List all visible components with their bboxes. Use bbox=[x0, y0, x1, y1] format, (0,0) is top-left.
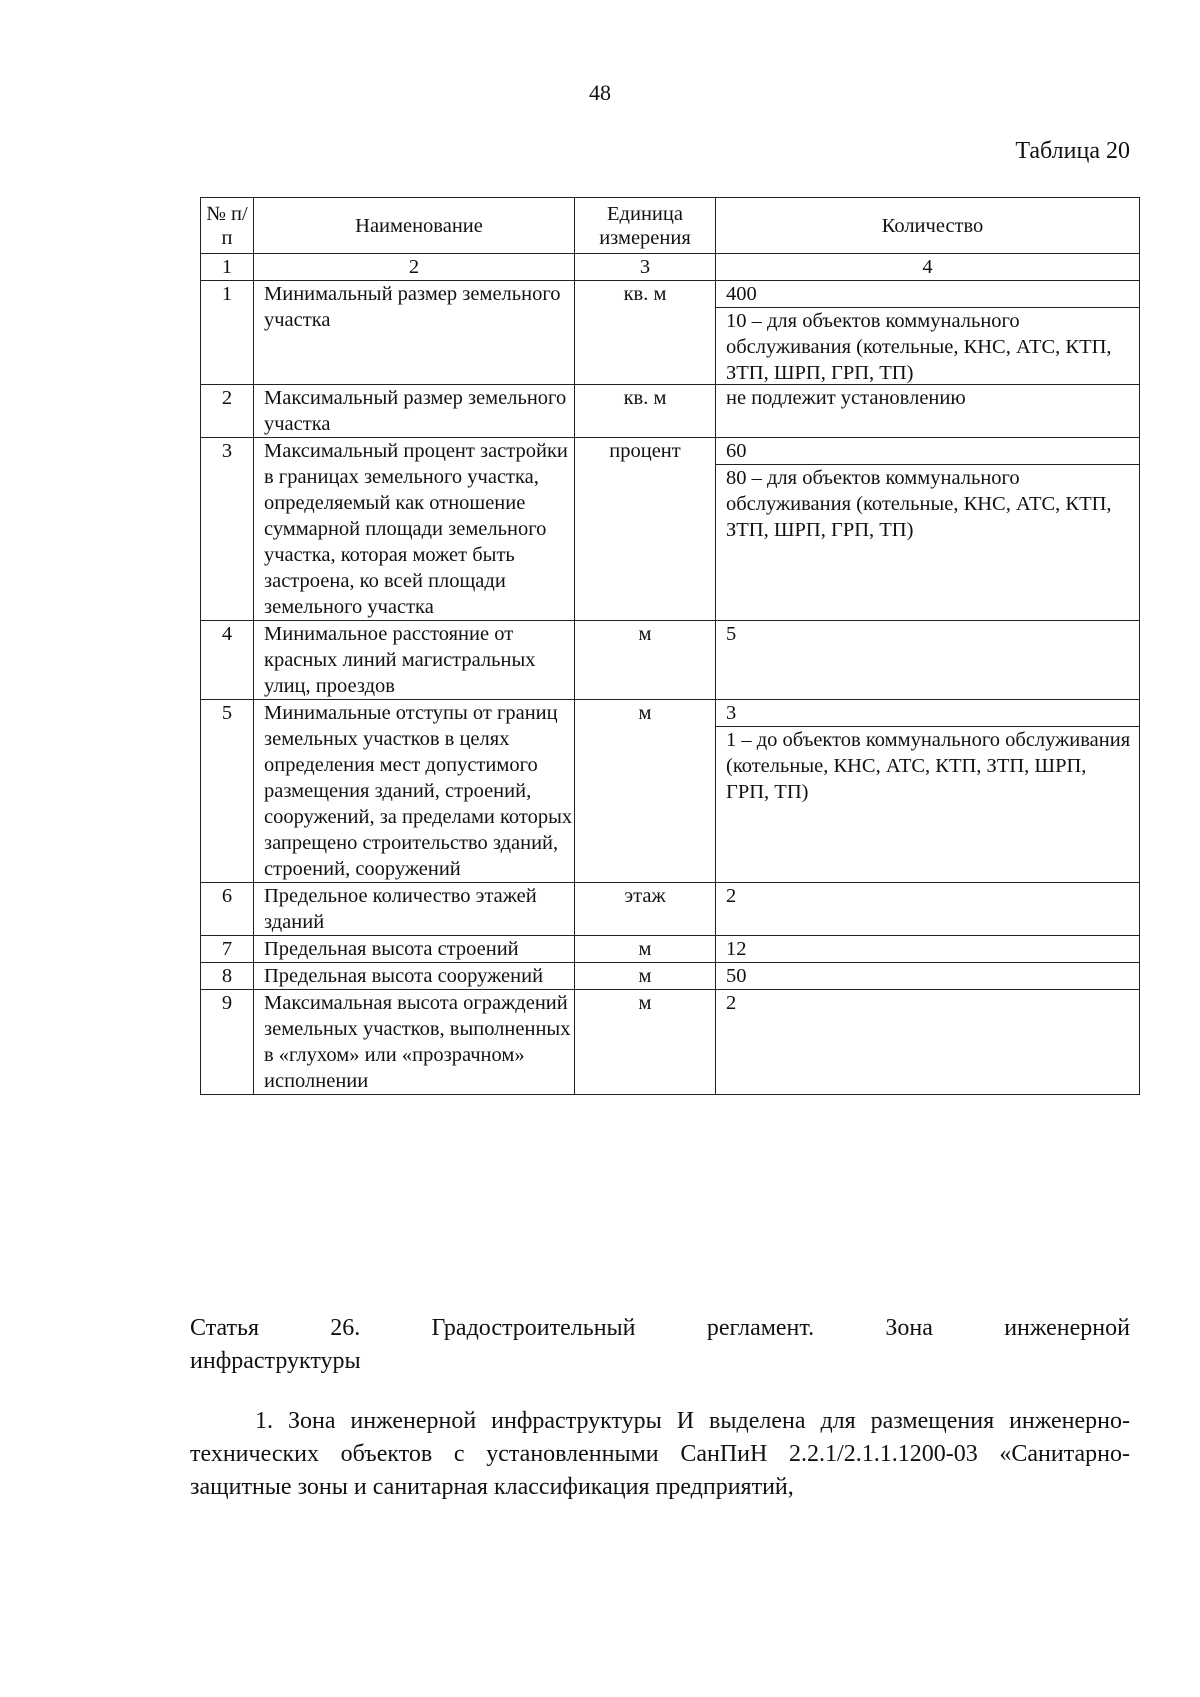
row-name: Предельная высота строений bbox=[254, 936, 575, 963]
column-number-3: 3 bbox=[575, 254, 716, 281]
row-unit: м bbox=[575, 963, 716, 990]
row-values bbox=[716, 990, 1140, 1095]
header-name: Наименование bbox=[254, 198, 575, 254]
row-number: 1 bbox=[201, 281, 254, 385]
row-unit: м bbox=[575, 621, 716, 700]
row-value: 400 bbox=[726, 283, 757, 305]
row-value: 5 bbox=[726, 623, 737, 645]
row-unit: этаж bbox=[575, 883, 716, 936]
row-value: 12 bbox=[726, 938, 747, 960]
row-value: 2 bbox=[726, 885, 737, 907]
header-unit: Единица измерения bbox=[575, 198, 716, 254]
row-name: Максимальный размер земельного участка bbox=[254, 385, 575, 438]
row-values bbox=[716, 385, 1140, 438]
row-number: 8 bbox=[201, 963, 254, 990]
table-row bbox=[201, 621, 1140, 700]
table-row bbox=[201, 990, 1140, 1095]
article-word: Градостроительный bbox=[431, 1315, 636, 1341]
header-number: № п/п bbox=[201, 198, 254, 254]
article-heading-tail: инфраструктуры bbox=[190, 1348, 361, 1374]
paragraph-text: 1. Зона инженерной инфраструктуры И выделена для размещения инженерно-технических объектов с установленными СанПиН 2.2.1/2.1.1.1200-03 «Санитарно-защитные зоны и санитарная классификация предприятий, bbox=[190, 1408, 1130, 1500]
row-unit: кв. м bbox=[575, 385, 716, 438]
row-values bbox=[716, 963, 1140, 990]
article-word: 26. bbox=[330, 1315, 361, 1341]
row-value: 60 bbox=[726, 440, 747, 462]
row-values bbox=[716, 936, 1140, 963]
row-values bbox=[716, 438, 1140, 621]
article-word: регламент. bbox=[706, 1315, 815, 1341]
row-values bbox=[716, 700, 1140, 883]
row-value: 2 bbox=[726, 992, 737, 1014]
table-caption: Таблица 20 bbox=[1015, 138, 1130, 164]
header-quantity: Количество bbox=[716, 198, 1140, 254]
table-row bbox=[201, 281, 1140, 385]
row-name: Максимальная высота ограждений земельных участков, выполненных в «глухом» или «прозрачном» исполнении bbox=[254, 990, 575, 1095]
table-row bbox=[201, 385, 1140, 438]
row-number: 4 bbox=[201, 621, 254, 700]
table-row bbox=[201, 700, 1140, 883]
table-row bbox=[201, 963, 1140, 990]
row-name: Минимальные отступы от границ земельных участков в целях определения мест допустимого размещения зданий, строений, сооружений, за пределами которых запрещено строительство зданий, строений, сооружений bbox=[254, 700, 575, 883]
table-row bbox=[201, 936, 1140, 963]
table-row bbox=[201, 883, 1140, 936]
row-values bbox=[716, 281, 1140, 385]
page-number: 48 bbox=[589, 80, 611, 105]
article-word: инженерной bbox=[1004, 1315, 1130, 1341]
row-name: Максимальный процент застройки в границах земельного участка, определяемый как отношение суммарной площади земельного участка, которая может быть застроена, ко всей площади земельного участка bbox=[254, 438, 575, 621]
row-number: 3 bbox=[201, 438, 254, 621]
row-value: не подлежит установлению bbox=[726, 387, 966, 409]
column-number-4: 4 bbox=[716, 254, 1140, 281]
table-row bbox=[201, 438, 1140, 621]
row-value: 3 bbox=[726, 702, 737, 724]
row-name: Предельная высота сооружений bbox=[254, 963, 575, 990]
row-unit: кв. м bbox=[575, 281, 716, 385]
row-number: 6 bbox=[201, 883, 254, 936]
row-number: 2 bbox=[201, 385, 254, 438]
row-name: Минимальный размер земельного участка bbox=[254, 281, 575, 385]
column-number-1: 1 bbox=[201, 254, 254, 281]
article-heading bbox=[190, 1312, 1130, 1378]
row-number: 9 bbox=[201, 990, 254, 1095]
article-word: Зона bbox=[885, 1315, 933, 1341]
row-values bbox=[716, 883, 1140, 936]
body-paragraph bbox=[190, 1405, 1130, 1504]
row-name: Предельное количество этажей зданий bbox=[254, 883, 575, 936]
row-unit: м bbox=[575, 700, 716, 883]
column-number-2: 2 bbox=[254, 254, 575, 281]
regulations-table bbox=[200, 197, 1140, 1095]
article-word: Статья bbox=[190, 1315, 259, 1341]
row-unit: м bbox=[575, 936, 716, 963]
row-unit: м bbox=[575, 990, 716, 1095]
row-value: 10 – для объектов коммунального обслуживания (котельные, КНС, АТС, КТП, ЗТП, ШРП, ГРП, ТП) bbox=[716, 307, 1139, 384]
row-values bbox=[716, 621, 1140, 700]
row-number: 5 bbox=[201, 700, 254, 883]
row-value: 80 – для объектов коммунального обслуживания (котельные, КНС, АТС, КТП, ЗТП, ШРП, ГРП, ТП) bbox=[716, 464, 1139, 543]
row-name: Минимальное расстояние от красных линий магистральных улиц, проездов bbox=[254, 621, 575, 700]
row-unit: процент bbox=[575, 438, 716, 621]
row-number: 7 bbox=[201, 936, 254, 963]
row-value: 50 bbox=[726, 965, 747, 987]
row-value: 1 – до объектов коммунального обслуживания (котельные, КНС, АТС, КТП, ЗТП, ШРП, ГРП, ТП) bbox=[716, 726, 1139, 805]
